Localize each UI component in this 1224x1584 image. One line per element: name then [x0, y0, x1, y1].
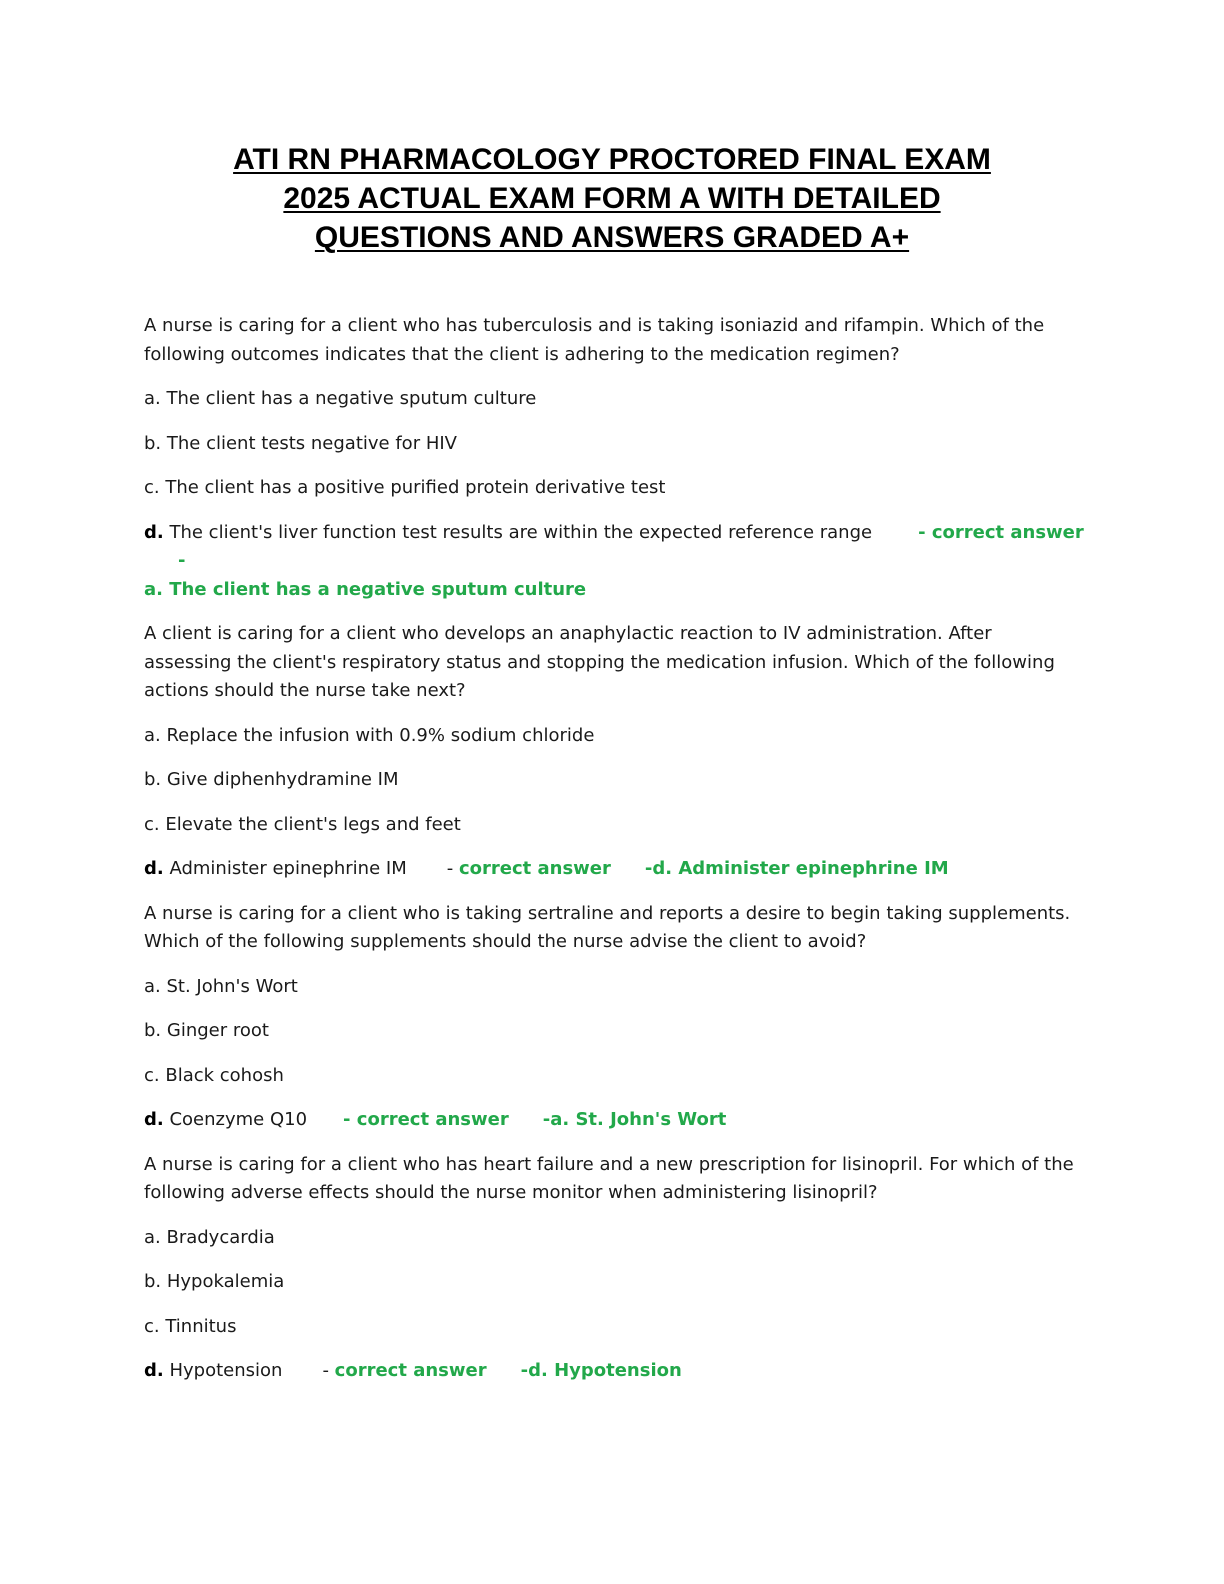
question-block-4 [144, 1151, 1084, 1386]
document-title [120, 140, 1104, 257]
correct-answer-label: correct answer [458, 858, 611, 879]
question-1-text: A nurse is caring for a client who has tuberculosis and is taking isoniazid and rifampin. Which of the following outcomes indicates that the client is adhering to the medication regimen? [144, 315, 1045, 365]
question-2-option-d [144, 855, 1084, 884]
question-4-option-b: b. Hypokalemia [144, 1271, 285, 1292]
title-line-1: ATI RN PHARMACOLOGY PROCTORED FINAL EXAM [233, 143, 991, 176]
question-1-option-d [144, 519, 1084, 605]
question-1-option-c: c. The client has a positive purified protein derivative test [144, 477, 666, 498]
question-3-option-b: b. Ginger root [144, 1020, 269, 1041]
correct-answer-dash: - [322, 1360, 329, 1381]
correct-answer-value: -d. Administer epinephrine IM [644, 858, 949, 879]
option-d-text: Administer epinephrine IM [169, 858, 407, 879]
question-2-option-a: a. Replace the infusion with 0.9% sodium chloride [144, 724, 595, 746]
question-2-option-b: b. Give diphenhydramine IM [144, 769, 399, 790]
question-2-option-c: c. Elevate the client's legs and feet [144, 813, 461, 835]
question-3-text: A nurse is caring for a client who is taking sertraline and reports a desire to begin taking supplements. Which of the following supplements should the nurse advise the client to avoid? [144, 902, 1071, 952]
correct-answer-label: correct answer [334, 1360, 487, 1381]
correct-answer-value: -d. Hypotension [520, 1360, 682, 1381]
option-d-letter: d. [144, 521, 164, 543]
question-4-text: A nurse is caring for a client who has heart failure and a new prescription for lisinopril. For which of the following adverse effects should the nurse monitor when administering lisinopril? [144, 1153, 1074, 1203]
question-4-option-d [144, 1357, 1084, 1386]
correct-answer-value: -a. St. John's Wort [542, 1109, 727, 1130]
correct-answer-dash: - [178, 550, 186, 571]
option-d-letter: d. [144, 1360, 164, 1381]
question-4-option-c: c. Tinnitus [144, 1315, 237, 1337]
correct-answer-label: - correct answer [343, 1109, 509, 1130]
question-block-1 [144, 312, 1084, 604]
question-block-3 [144, 900, 1084, 1135]
option-d-letter: d. [144, 858, 164, 879]
document-body [144, 312, 1084, 1402]
question-3-option-d [144, 1106, 1084, 1135]
question-4-option-a: a. Bradycardia [144, 1226, 275, 1248]
correct-answer-label: - correct answer [918, 521, 1084, 543]
question-2-text: A client is caring for a client who develops an anaphylactic reaction to IV administration. After assessing the client's respiratory status and stopping the medication infusion. Which of the following actions should the nurse take next? [144, 623, 1055, 701]
correct-answer-dash: - [446, 858, 454, 879]
question-block-2 [144, 620, 1084, 884]
option-d-text: Coenzyme Q10 [169, 1109, 308, 1130]
question-3-option-a: a. St. John's Wort [144, 975, 298, 997]
option-d-text: The client's liver function test results are within the expected reference range [169, 521, 873, 543]
question-3-option-c: c. Black cohosh [144, 1064, 284, 1086]
correct-answer-value: a. The client has a negative sputum culture [144, 578, 587, 600]
option-d-text: Hypotension [169, 1360, 283, 1381]
option-d-letter: d. [144, 1109, 164, 1130]
question-1-option-b: b. The client tests negative for HIV [144, 432, 457, 454]
title-line-3: QUESTIONS AND ANSWERS GRADED A+ [314, 221, 910, 254]
title-line-2: 2025 ACTUAL EXAM FORM A WITH DETAILED [283, 182, 941, 215]
question-1-option-a: a. The client has a negative sputum culture [144, 388, 537, 409]
